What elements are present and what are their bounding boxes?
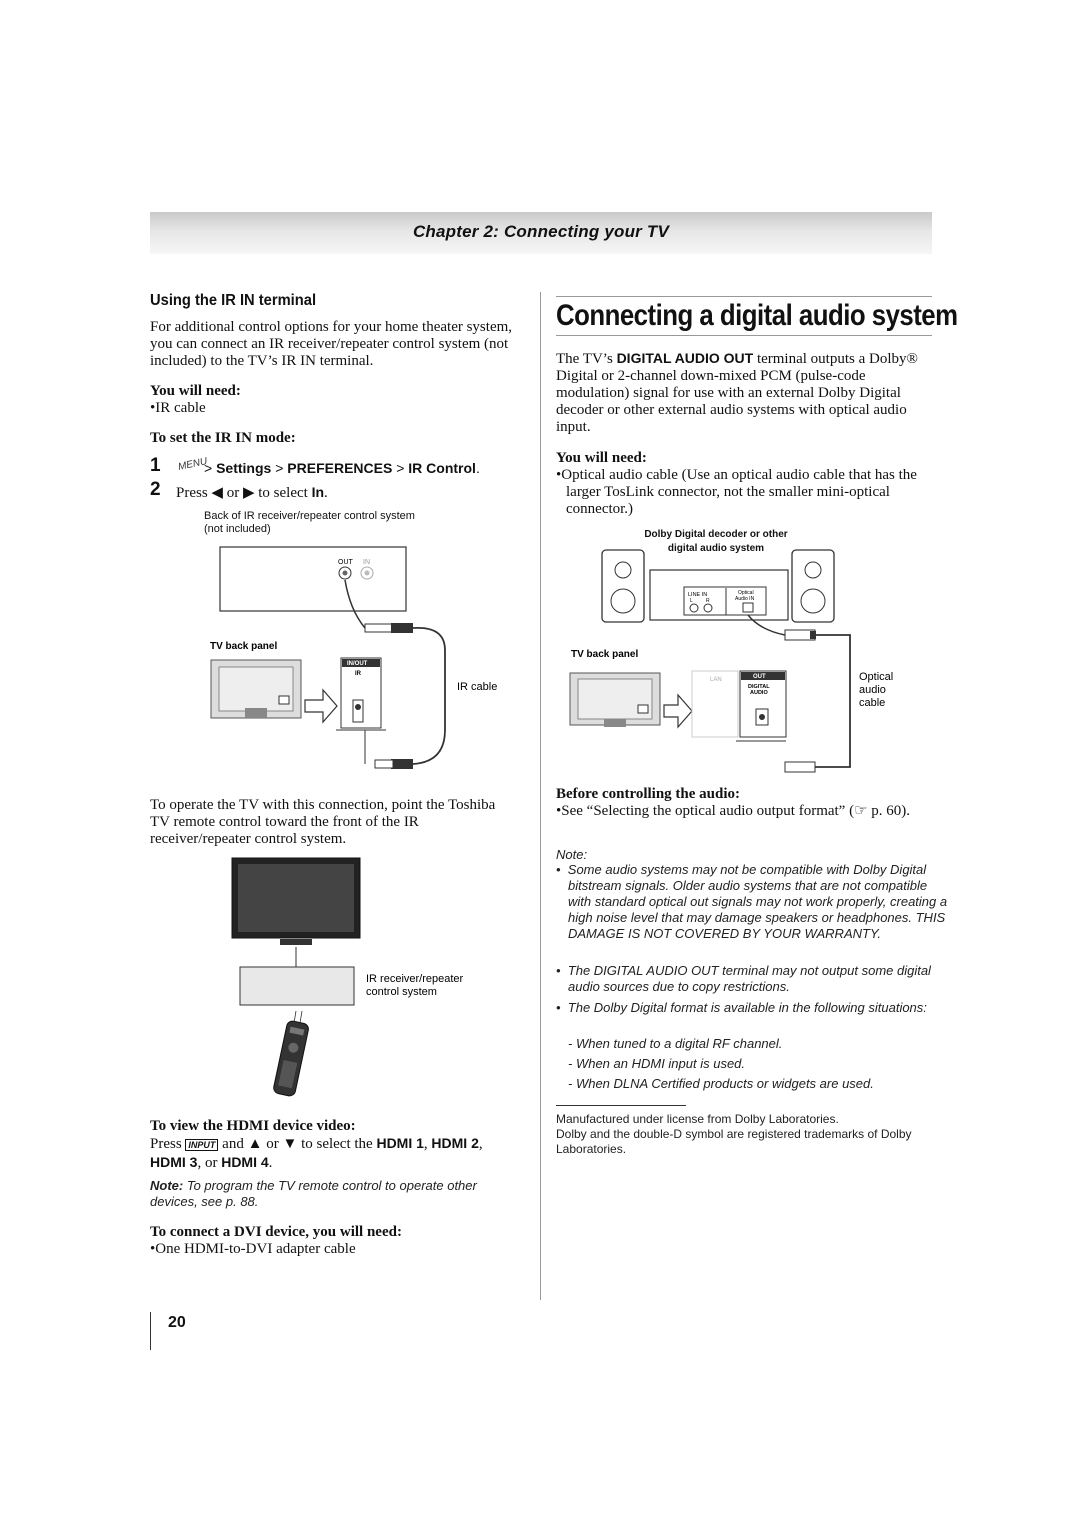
ir-connection-diagram: [205, 540, 515, 775]
chapter-title: Chapter 2: Connecting your TV: [412, 222, 670, 241]
hdmi-view-label: To view the HDMI device video:: [150, 1118, 356, 1134]
optical-cable-label-2: audio: [859, 684, 886, 696]
digital-audio-intro: The TV’s DIGITAL AUDIO OUT terminal outputs a Dolby® Digital or 2-channel down-mixed PCM (pulse-code modulation) signal for use with an external Dolby Digital decoder or other external audio systems with optical audio input.: [556, 350, 918, 435]
line-in-label: LINE IN: [688, 592, 708, 598]
footnote: Manufactured under license from Dolby Laboratories. Dolby and the double-D symbol are registered trademarks of Dolby Laboratories.: [556, 1112, 912, 1156]
cable-plug-bottom: [375, 760, 393, 768]
left-note: Note: To program the TV remote control to operate other devices, see p. 88.: [150, 1178, 477, 1209]
column-divider: [540, 292, 541, 1300]
section-title-digital-audio: Connecting a digital audio system: [556, 299, 958, 332]
ir-receiver-caption: Back of IR receiver/repeater control system (not included): [204, 510, 415, 535]
step-1-number: 1: [150, 455, 161, 476]
note-item-3: • The Dolby Digital format is available in the following situations:: [556, 1000, 927, 1015]
left-arrow-icon: ◀: [211, 485, 223, 501]
in-port-label: IN: [363, 559, 370, 566]
ir-port-label: IR: [355, 671, 361, 677]
section-title-ir-in: Using the IR IN terminal: [150, 292, 317, 309]
receiver-label-1: IR receiver/repeater: [366, 973, 464, 985]
optical-label: Optical: [738, 590, 754, 596]
sub-note-3: - When DLNA Certified products or widgets are used.: [568, 1076, 874, 1091]
page-number: 20: [168, 1314, 186, 1331]
zoom-arrow-2: [664, 695, 692, 727]
right-note-label: Note:: [556, 847, 588, 862]
optical-cable-label-3: cable: [859, 697, 886, 709]
ir-intro-paragraph: For additional control options for your home theater system, you can connect an IR receiver/repeater control system (not included) to the TV’s IR IN terminal.: [150, 319, 513, 369]
ir-receiver-box: [220, 547, 406, 611]
optical-cable: [815, 635, 850, 767]
tv-back-panel-label: TV back panel: [210, 641, 278, 652]
inout-label: IN/OUT: [347, 661, 368, 667]
zoom-arrow: [305, 690, 337, 722]
step-2-text: Press ◀ or ▶ to select In.: [176, 484, 328, 501]
lan-label: LAN: [710, 677, 722, 683]
ir-need-item: •IR cable: [150, 400, 206, 416]
footnote-rule: [556, 1105, 686, 1106]
l-label: L: [690, 598, 693, 604]
digital-you-will-need-label: You will need:: [556, 450, 647, 466]
out-label: OUT: [753, 674, 766, 680]
hdmi-view-text: Press INPUT and ▲ or ▼ to select the HDMI 1, HDMI 2, HDMI 3, or HDMI 4.: [150, 1135, 483, 1171]
receiver-label-2: control system: [366, 986, 437, 998]
remote-control: [273, 1020, 310, 1097]
sub-note-2: - When an HDMI input is used.: [568, 1056, 746, 1071]
note-item-1: • Some audio systems may not be compatible with Dolby Digital bitstream signals. Older audio systems that are not compatible with standard optical out signals may not work properly, creating a high noise level that may damage speakers or headphones. THIS DAMAGE IS NOT COVERED BY YOUR WARRANTY.: [556, 862, 948, 941]
r-label: R: [706, 598, 710, 604]
audio-system-caption: Dolby Digital decoder or other digital audio system: [644, 529, 788, 554]
optical-cable-item: •Optical audio cable (Use an optical audio cable that has the larger TosLink connector, not the smaller mini-optical connector.): [556, 467, 917, 517]
ir-cable: [413, 628, 445, 764]
page-number-rule: [150, 1312, 151, 1350]
out-port-label: OUT: [338, 559, 353, 566]
optical-cable-label-1: Optical: [859, 671, 894, 683]
right-arrow-icon: ▶: [242, 485, 255, 501]
down-arrow-icon: ▼: [282, 1136, 298, 1152]
tv-remote-diagram: [230, 855, 500, 1100]
before-controlling-label: Before controlling the audio:: [556, 786, 741, 802]
ir-you-will-need-label: You will need:: [150, 383, 241, 399]
tv-back-panel-label-2: TV back panel: [571, 649, 639, 660]
dvi-label: To connect a DVI device, you will need:: [150, 1224, 402, 1240]
title-rule-bottom: [556, 335, 932, 336]
up-arrow-icon: ▲: [247, 1136, 263, 1152]
before-controlling-item: •See “Selecting the optical audio output format” (☞ p. 60).: [556, 803, 911, 819]
audio-in-label: Audio IN: [735, 596, 755, 602]
digital-out-zoom: [740, 671, 786, 737]
ir-receiver-front: [240, 967, 354, 1005]
step-2-number: 2: [150, 479, 161, 500]
step-1-path: > Settings > PREFERENCES > IR Control.: [204, 460, 480, 476]
cable-plug-top: [365, 624, 395, 632]
title-rule-top: [556, 296, 932, 297]
note-item-2: • The DIGITAL AUDIO OUT terminal may not output some digital audio sources due to copy restrictions.: [556, 963, 931, 994]
audio-label: AUDIO: [750, 690, 768, 696]
dvi-item: •One HDMI-to-DVI adapter cable: [150, 1241, 356, 1257]
input-button-icon: INPUT: [185, 1139, 218, 1151]
digital-label: DIGITAL: [748, 684, 770, 690]
operate-paragraph: To operate the TV with this connection, point the Toshiba TV remote control toward the front of the IR receiver/repeater control system.: [150, 797, 496, 847]
menu-icon: MENU: [177, 456, 209, 473]
sub-note-1: - When tuned to a digital RF channel.: [568, 1036, 783, 1051]
set-ir-mode-label: To set the IR IN mode:: [150, 430, 296, 446]
optical-plug-bottom: [785, 762, 815, 772]
digital-audio-diagram: [560, 545, 900, 775]
ir-cable-label: IR cable: [457, 681, 498, 693]
